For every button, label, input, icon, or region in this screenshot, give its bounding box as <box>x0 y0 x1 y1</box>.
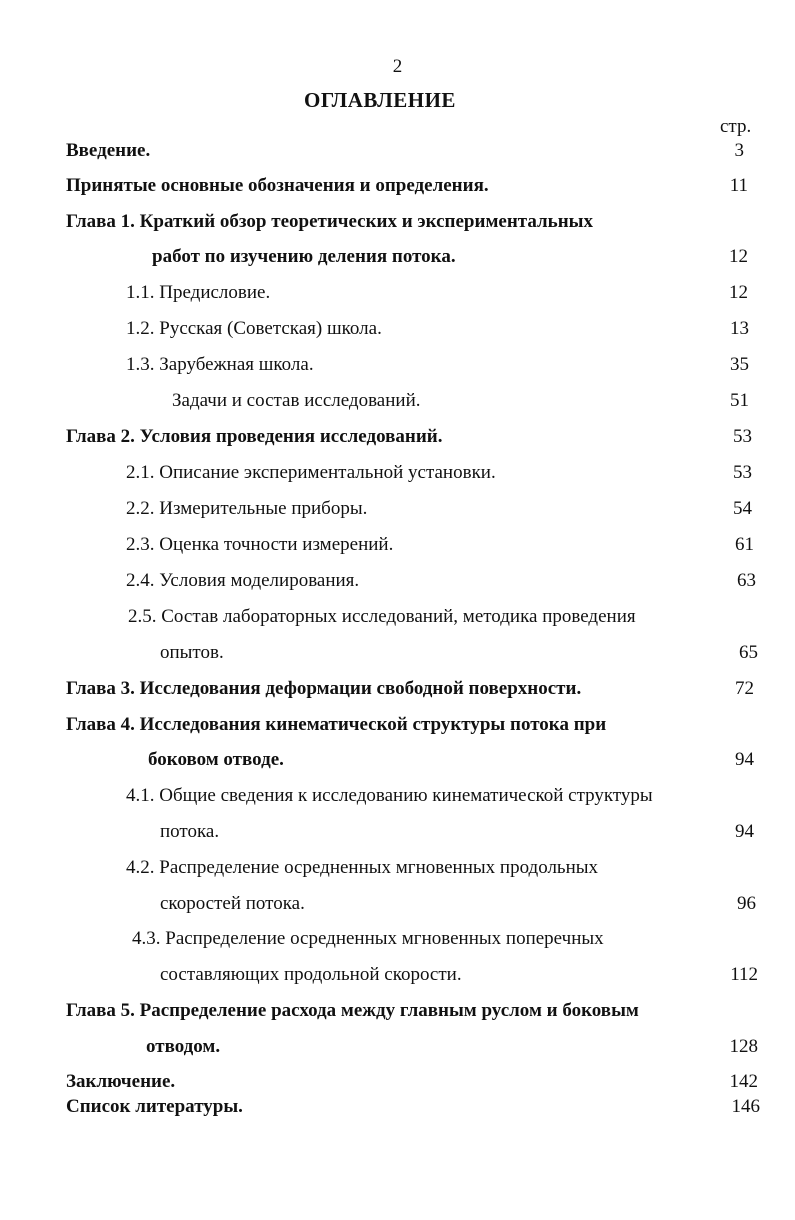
toc-entry-page: 13 <box>730 318 749 339</box>
toc-entry-page: 65 <box>739 642 758 663</box>
toc-entry-page: 35 <box>730 354 749 375</box>
toc-entry-label: 1.1. Предисловие. <box>126 282 271 303</box>
toc-entry-chapter-1-cont[interactable] <box>0 246 795 274</box>
toc-entry-page: 3 <box>734 140 744 161</box>
toc-entry-page: 11 <box>729 175 748 196</box>
toc-entry-page: 12 <box>729 282 748 303</box>
toc-entry-4-1[interactable] <box>0 785 795 813</box>
toc-entry-page: 94 <box>735 821 754 842</box>
toc-entry-2-5-cont[interactable] <box>0 642 795 670</box>
toc-entry-page: 112 <box>730 964 758 985</box>
toc-entry-label: 2.3. Оценка точности измерений. <box>126 534 394 555</box>
toc-entry-page: 12 <box>729 246 748 267</box>
toc-entry-page: 53 <box>733 426 752 447</box>
toc-entry-page: 96 <box>737 893 756 914</box>
toc-entry-label: Задачи и состав исследований. <box>172 390 421 411</box>
toc-entry-label: Глава 5. Распределение расхода между главным руслом и боковым <box>66 1000 639 1021</box>
toc-entry-page: 146 <box>731 1096 760 1117</box>
toc-entry-page: 53 <box>733 462 752 483</box>
toc-entry-2-1[interactable] <box>0 462 795 490</box>
toc-entry-page: 51 <box>730 390 749 411</box>
toc-entry-label: боковом отводе. <box>148 749 284 770</box>
toc-entry-2-4[interactable] <box>0 570 795 598</box>
toc-entry-label: составляющих продольной скорости. <box>160 964 462 985</box>
toc-entry-references[interactable] <box>0 1096 795 1124</box>
toc-entry-label: 4.2. Распределение осредненных мгновенных продольных <box>126 857 599 878</box>
toc-entry-label: Глава 4. Исследования кинематической структуры потока при <box>66 714 607 735</box>
toc-entry-label: Список литературы. <box>66 1096 243 1117</box>
toc-entry-4-3[interactable] <box>0 928 795 956</box>
toc-entry-4-1-cont[interactable] <box>0 821 795 849</box>
toc-entry-label: Глава 2. Условия проведения исследований. <box>66 426 443 447</box>
toc-entry-2-5[interactable] <box>0 606 795 634</box>
toc-entry-tasks[interactable] <box>0 390 795 418</box>
toc-entry-label: скоростей потока. <box>160 893 305 914</box>
toc-entry-label: Заключение. <box>66 1071 176 1092</box>
toc-entry-page: 94 <box>735 749 754 770</box>
toc-entry-label: 2.1. Описание экспериментальной установки. <box>126 462 496 483</box>
toc-entry-page: 63 <box>737 570 756 591</box>
toc-entry-page: 61 <box>735 534 754 555</box>
toc-entry-2-3[interactable] <box>0 534 795 562</box>
page-number: 2 <box>392 56 403 77</box>
toc-entry-page: 128 <box>729 1036 758 1057</box>
toc-entry-1-3[interactable] <box>0 354 795 382</box>
toc-entry-label: 1.3. Зарубежная школа. <box>126 354 314 375</box>
page-title: ОГЛАВЛЕНИЕ <box>304 88 456 112</box>
toc-entry-4-3-cont[interactable] <box>0 964 795 992</box>
toc-entry-label: Глава 3. Исследования деформации свободной поверхности. <box>66 678 582 699</box>
toc-entry-label: отводом. <box>146 1036 221 1057</box>
toc-entry-label: Введение. <box>66 140 151 161</box>
toc-entry-chapter-1[interactable] <box>0 211 795 239</box>
toc-entry-1-2[interactable] <box>0 318 795 346</box>
toc-entry-label: 4.3. Распределение осредненных мгновенных поперечных <box>132 928 604 949</box>
toc-entry-chapter-4-cont[interactable] <box>0 749 795 777</box>
toc-entry-label: Принятые основные обозначения и определения. <box>66 175 489 196</box>
toc-entry-label: Глава 1. Краткий обзор теоретических и экспериментальных <box>66 211 593 232</box>
toc-entry-4-2[interactable] <box>0 857 795 885</box>
toc-entry-chapter-4[interactable] <box>0 714 795 742</box>
toc-entry-label: опытов. <box>160 642 224 663</box>
page-column-header: стр. <box>720 116 752 137</box>
toc-entry-chapter-5[interactable] <box>0 1000 795 1028</box>
toc-entry-2-2[interactable] <box>0 498 795 526</box>
toc-entry-label: 2.5. Состав лабораторных исследований, методика проведения <box>128 606 636 627</box>
toc-entry-4-2-cont[interactable] <box>0 893 795 921</box>
toc-entry-label: 4.1. Общие сведения к исследованию кинематической структуры <box>126 785 653 806</box>
toc-entry-label: работ по изучению деления потока. <box>152 246 456 267</box>
toc-entry-notation[interactable] <box>0 175 795 203</box>
toc-entry-label: потока. <box>160 821 220 842</box>
toc-entry-label: 2.4. Условия моделирования. <box>126 570 360 591</box>
toc-entry-introduction[interactable] <box>0 140 795 168</box>
toc-entry-page: 54 <box>733 498 752 519</box>
toc-entry-label: 2.2. Измерительные приборы. <box>126 498 368 519</box>
toc-entry-conclusion[interactable] <box>0 1071 795 1099</box>
toc-entry-chapter-2[interactable] <box>0 426 795 454</box>
toc-entry-chapter-3[interactable] <box>0 678 795 706</box>
toc-entry-page: 72 <box>735 678 754 699</box>
toc-entry-page: 142 <box>729 1071 758 1092</box>
toc-entry-1-1[interactable] <box>0 282 795 310</box>
toc-entry-label: 1.2. Русская (Советская) школа. <box>126 318 382 339</box>
toc-entry-chapter-5-cont[interactable] <box>0 1036 795 1064</box>
